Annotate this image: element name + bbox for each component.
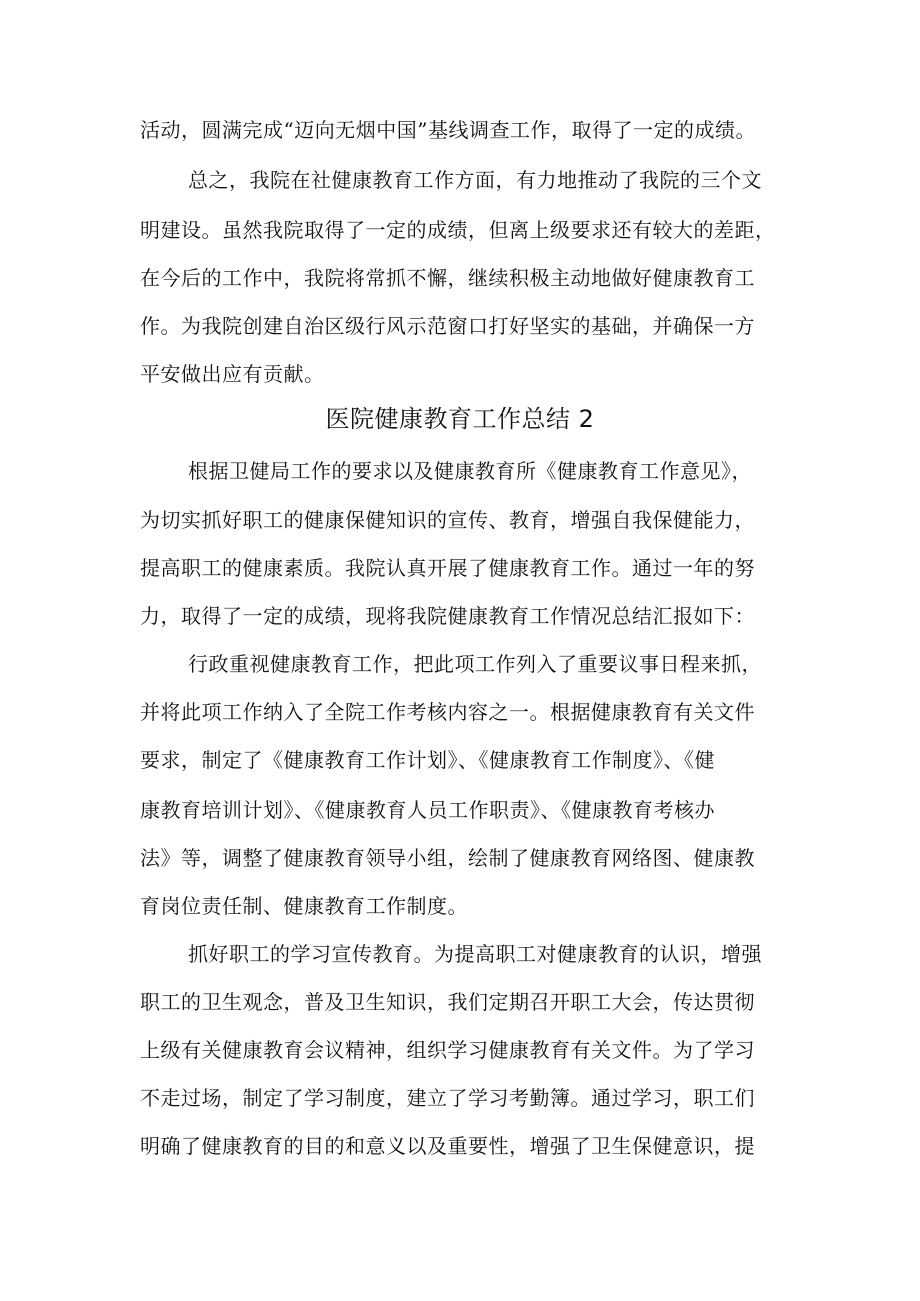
paragraph-line: 根据卫健局工作的要求以及健康教育所《健康教育工作意见》， xyxy=(188,459,752,483)
paragraph-line: 育岗位责任制、健康教育工作制度。 xyxy=(140,894,468,918)
paragraph-line: 在今后的工作中，我院将常抓不懈，继续积极主动地做好健康教育工 xyxy=(140,266,755,290)
paragraph-line: 作。为我院创建自治区级行风示范窗口打好坚实的基础，并确保一方 xyxy=(140,314,755,338)
paragraph-line: 活动，圆满完成“迈向无烟中国”基线调查工作，取得了一定的成绩。 xyxy=(140,118,756,142)
paragraph-line: 明确了健康教育的目的和意义以及重要性，增强了卫生保健意识，提 xyxy=(140,1134,755,1158)
paragraph-line: 上级有关健康教育会议精神，组织学习健康教育有关文件。为了学习 xyxy=(140,1038,755,1062)
paragraph-line: 法》等，调整了健康教育领导小组，绘制了健康教育网络图、健康教 xyxy=(140,846,755,870)
paragraph-line: 力，取得了一定的成绩，现将我院健康教育工作情况总结汇报如下： xyxy=(140,604,755,628)
paragraph-line: 抓好职工的学习宣传教育。为提高职工对健康教育的认识，增强 xyxy=(188,942,762,966)
paragraph-line: 康教育培训计划》、《健康教育人员工作职责》、《健康教育考核办 xyxy=(140,798,715,822)
paragraph-line: 并将此项工作纳入了全院工作考核内容之一。根据健康教育有关文件 xyxy=(140,700,755,724)
paragraph-line: 平安做出应有贡献。 xyxy=(140,362,325,386)
paragraph-line: 明建设。虽然我院取得了一定的成绩，但离上级要求还有较大的差距， xyxy=(140,218,776,242)
paragraph-line: 职工的卫生观念，普及卫生知识，我们定期召开职工大会，传达贯彻 xyxy=(140,990,755,1014)
paragraph-line: 要求，制定了《健康教育工作计划》、《健康教育工作制度》、《健 xyxy=(140,748,715,772)
paragraph-line: 总之，我院在社健康教育工作方面，有力地推动了我院的三个文 xyxy=(188,168,762,192)
paragraph-line: 行政重视健康教育工作，把此项工作列入了重要议事日程来抓， xyxy=(188,652,762,676)
paragraph-line: 不走过场，制定了学习制度，建立了学习考勤簿。通过学习，职工们 xyxy=(140,1086,755,1110)
section-title: 医院健康教育工作总结 2 xyxy=(325,405,595,433)
paragraph-line: 为切实抓好职工的健康保健知识的宣传、教育，增强自我保健能力， xyxy=(140,508,755,532)
paragraph-line: 提高职工的健康素质。我院认真开展了健康教育工作。通过一年的努 xyxy=(140,556,755,580)
